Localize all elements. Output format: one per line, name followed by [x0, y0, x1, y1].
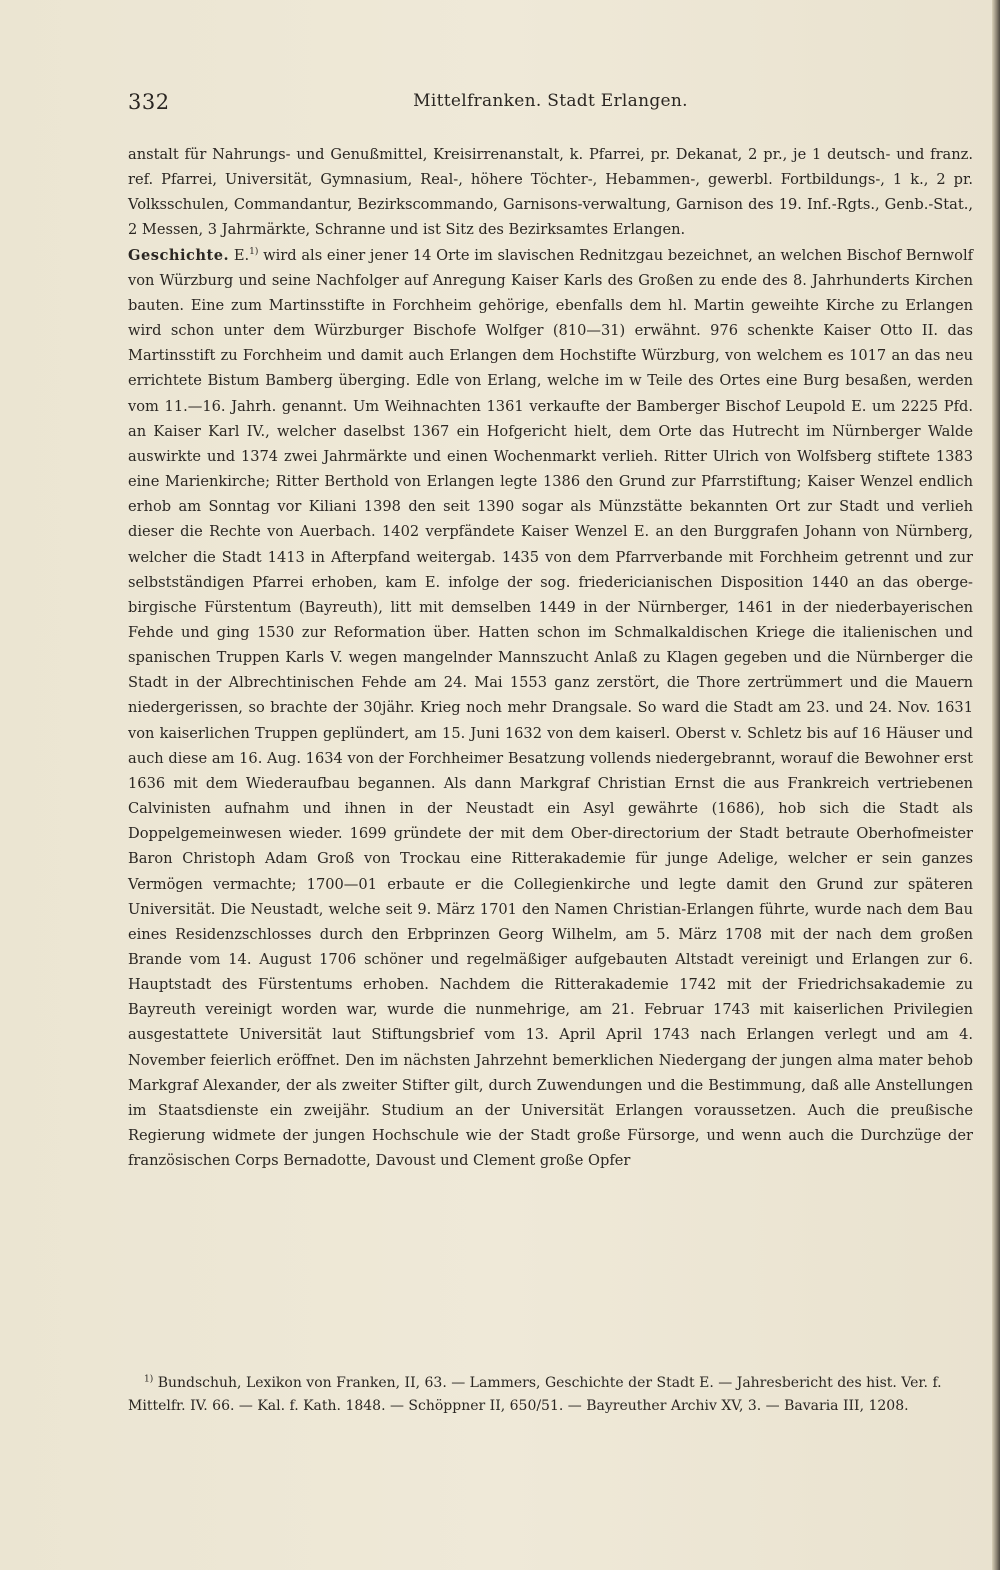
- history-paragraph: [128, 243, 973, 1174]
- page-edge-shadow: [992, 0, 1000, 1570]
- running-title: Mittelfranken. Stadt Erlangen.: [413, 91, 688, 111]
- intro-paragraph: anstalt für Nahrungs- und Genußmittel, Kreisirrenanstalt, k. Pfarrei, pr. Dekanat, 2 pr., je 1 deutsch- und franz. ref. Pfarrei, Universität, Gymnasium, Real-, höhere Töchter-, Hebammen-, gewerbl. Fortbildungs-, 1 k., 2 pr. Volksschulen, Commandantur, Bezirkscommando, Garnisons-verwaltung, Garnison des 19. Inf.-Rgts., Genb.-Stat., 2 Messen, 3 Jahrmärkte, Schranne und ist Sitz des Bezirksamtes Erlangen.: [128, 146, 973, 239]
- page-number: 332: [128, 90, 170, 114]
- footnote-text: Bundschuh, Lexikon von Franken, II, 63. — Lammers, Geschichte der Stadt E. — Jahresbericht des hist. Ver. f. Mittelfr. IV. 66. — Kal. f. Kath. 1848. — Schöppner II, 650/51. — Bayreuther Archiv XV, 3. — Bavaria III, 1208.: [128, 1375, 942, 1414]
- history-subject: E.: [233, 246, 250, 264]
- footnote-marker: 1): [144, 1374, 154, 1385]
- footnotes: [128, 1372, 973, 1417]
- page-header: [128, 90, 973, 120]
- history-heading: Geschichte.: [128, 246, 230, 264]
- main-text: [128, 142, 973, 1173]
- history-text: wird als einer jener 14 Orte im slavischen Rednitzgau bezeichnet, an welchen Bischof Bernwolf von Würzburg und seine Nachfolger auf Anregung Kaiser Karls des Großen zu ende des 8. Jahrhunderts Kirchen bauten. Eine zum Martinsstifte in Forchheim gehörige, ebenfalls dem hl. Martin geweihte Kirche zu Erlangen wird schon unter dem Würzburger Bischofe Wolfger (810—31) erwähnt. 976 schenkte Kaiser Otto II. das Martinsstift zu Forchheim und damit auch Erlangen dem Hochstifte Würzburg, von welchem es 1017 an das neu errichtete Bistum Bamberg überging. Edle von Erlang, welche im w Teile des Ortes eine Burg besaßen, werden vom 11.—16. Jahrh. genannt. Um Weihnachten 1361 verkaufte der Bamberger Bischof Leupold E. um 2225 Pfd. an Kaiser Karl IV., welcher daselbst 1367 ein Hofgericht hielt, dem Orte das Hutrecht im Nürnberger Walde auswirkte und 1374 zwei Jahrmärkte und einen Wochenmarkt verlieh. Ritter Ulrich von Wolfsberg stiftete 1383 eine Marienkirche; Ritter Berthold von Erlangen legte 1386 den Grund zur Pfarrstiftung; Kaiser Wenzel endlich erhob am Sonntag vor Kiliani 1398 den seit 1390 sogar als Münzstätte bekannten Ort zur Stadt und verlieh dieser die Rechte von Auerbach. 1402 verpfändete Kaiser Wenzel E. an den Burggrafen Johann von Nürnberg, welcher die Stadt 1413 in Afterpfand weitergab. 1435 von dem Pfarrverbande mit Forchheim getrennt und zur selbstständigen Pfarrei erhoben, kam E. infolge der sog. friedericianischen Disposition 1440 an das oberge-birgische Fürstentum (Bayreuth), litt mit demselben 1449 in der Nürnberger, 1461 in der niederbayerischen Fehde und ging 1530 zur Reformation über. Hatten schon im Schmalkaldischen Kriege die italienischen und spanischen Truppen Karls V. wegen mangelnder Mannszucht Anlaß zu Klagen gegeben und die Nürnberger die Stadt in der Albrechtinischen Fehde am 24. Mai 1553 ganz zerstört, die Thore zertrümmert und die Mauern niedergerissen, so brachte der 30jähr. Krieg noch mehr Drangsale. So ward die Stadt am 23. und 24. Nov. 1631 von kaiserlichen Truppen geplündert, am 15. Juni 1632 von dem kaiserl. Oberst v. Schletz bis auf 16 Häuser und auch diese am 16. Aug. 1634 von der Forchheimer Besatzung vollends niedergebrannt, worauf die Bewohner erst 1636 mit dem Wiederaufbau begannen. Als dann Markgraf Christian Ernst die aus Frankreich vertriebenen Calvinisten aufnahm und ihnen in der Neustadt ein Asyl gewährte (1686), hob sich die Stadt als Doppelgemeinwesen wieder. 1699 gründete der mit dem Ober-directorium der Stadt betraute Oberhofmeister Baron Christoph Adam Groß von Trockau eine Ritterakademie für junge Adelige, welcher er sein ganzes Vermögen vermachte; 1700—01 erbaute er die Collegienkirche und legte damit den Grund zur späteren Universität. Die Neustadt, welche seit 9. März 1701 den Namen Christian-Erlangen führte, wurde nach dem Bau eines Residenzschlosses durch den Erbprinzen Georg Wilhelm, am 5. März 1708 mit der nach dem großen Brande vom 14. August 1706 schöner und regelmäßiger aufgebauten Altstadt vereinigt und Erlangen zur 6. Hauptstadt des Fürstentums erhoben. Nachdem die Ritterakademie 1742 mit der Friedrichsakademie zu Bayreuth vereinigt worden war, wurde die nunmehrige, am 21. Februar 1743 mit kaiserlichen Privilegien ausgestattete Universität laut Stiftungsbrief vom 13. April April 1743 nach Erlangen verlegt und am 4. November feierlich eröffnet. Den im nächsten Jahrzehnt bemerklichen Niedergang der jungen alma mater behob Markgraf Alexander, der als zweiter Stifter gilt, durch Zuwendungen und die Bestimmung, daß alle Anstellungen im Staatsdienste ein zweijähr. Studium an der Universität Erlangen voraussetzen. Auch die preußische Regierung widmete der jungen Hochschule wie der Stadt große Fürsorge, und wenn auch die Durchzüge der französischen Corps Bernadotte, Davoust und Clement große Opfer: [128, 246, 974, 1170]
- footnote-1: [128, 1372, 973, 1417]
- footnote-reference: 1): [249, 246, 259, 257]
